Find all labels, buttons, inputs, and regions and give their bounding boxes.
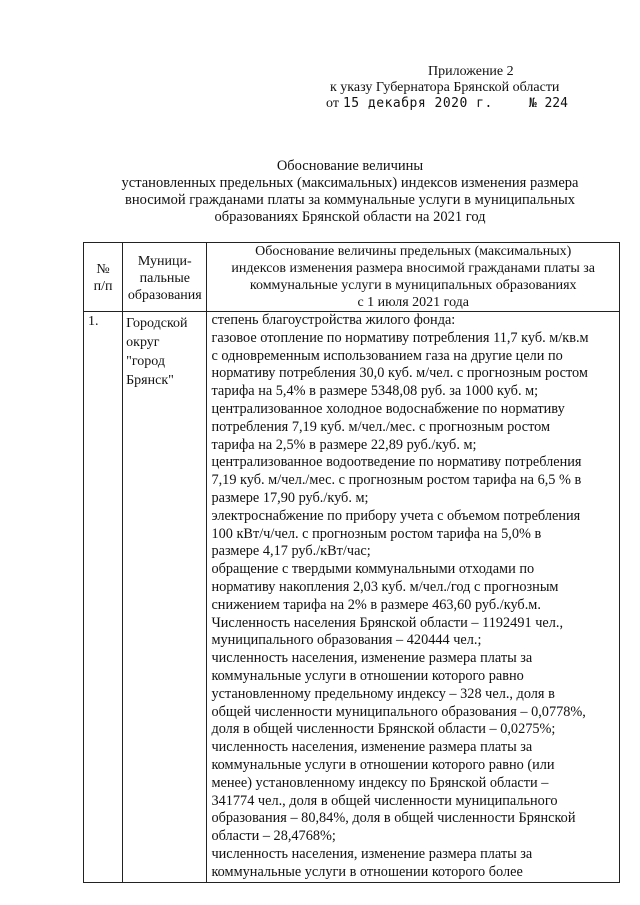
text-line: 341774 чел., доля в общей численности муниципального [211, 792, 558, 809]
text-line: коммунальные услуги в отношении которого более [211, 863, 523, 880]
header-municipality: Муници- пальные образования [123, 243, 207, 312]
table-header-row [84, 243, 620, 312]
text-line: обращение с твердыми коммунальными отходами по [211, 561, 535, 578]
text-line: с одновременным использованием газа на другие цели по [211, 347, 563, 364]
text-line: степень благоустройства жилого фонда: [211, 312, 456, 328]
title-line: вносимой гражданами платы за коммунальные услуги в муниципальных [125, 192, 575, 208]
basis-table [83, 242, 620, 883]
text-line: доля в общей численности Брянской области – 0,0275%; [211, 721, 556, 738]
table-row [84, 312, 620, 883]
text-line: численность населения, изменение размера платы за [211, 845, 533, 862]
header-number: № п/п [84, 243, 123, 312]
text-line: коммунальные услуги в отношении которого равно [211, 667, 524, 684]
appendix-block [300, 64, 600, 112]
text-line: размере 4,17 руб./кВт/час; [211, 543, 371, 560]
text-line: установленному предельному индексу – 328 чел., доля в [211, 685, 555, 702]
appendix-decree: к указу Губернатора Брянской области [330, 80, 560, 95]
text-line: электроснабжение по прибору учета с объемом потребления [211, 507, 581, 524]
text-line: численность населения, изменение размера платы за [211, 739, 533, 756]
text-line: образования – 80,84%, доля в общей численности Брянской [211, 810, 576, 827]
decree-date: 15 декабря 2020 г. [342, 96, 493, 111]
document-title [100, 158, 600, 226]
text-line: нормативу накопления 2,03 куб. м/чел./год с прогнозным [211, 578, 559, 595]
title-line: образованиях Брянской области на 2021 год [214, 209, 486, 225]
text-line: потребления 7,19 куб. м/чел./мес. с прогнозным ростом [211, 418, 551, 435]
text-line: централизованное водоотведение по нормативу потребления [211, 454, 582, 471]
text-line: тарифа на 2,5% в размере 22,89 руб./куб. м; [211, 436, 477, 453]
text-line: централизованное холодное водоснабжение по нормативу [211, 400, 565, 417]
title-line: установленных предельных (максимальных) индексов изменения размера [121, 175, 579, 191]
text-line: муниципального образования – 420444 чел.; [211, 632, 482, 649]
text-line: снижением тарифа на 2% в размере 463,60 руб./куб.м. [211, 596, 541, 613]
text-line: менее) установленному индексу по Брянской области – [211, 774, 549, 791]
text-line: численность населения, изменение размера платы за [211, 650, 533, 667]
title-line: Обоснование величины [276, 158, 424, 174]
decree-number: № 224 [528, 96, 568, 111]
row-number: 1. [84, 312, 123, 883]
text-line: области – 28,4768%; [211, 828, 336, 845]
header-basis: Обоснование величины предельных (максимальных) индексов изменения размера вносимой гражданами платы за коммунальные услуги в муниципальных образованиях с 1 июля 2021 года [207, 243, 620, 312]
text-line: Численность населения Брянской области – 1192491 чел., [211, 614, 564, 631]
text-line: размере 17,90 руб./куб. м; [211, 489, 369, 506]
date-prefix: от [326, 96, 339, 111]
text-line: 100 кВт/ч/чел. с прогнозным ростом тарифа на 5,0% в [211, 525, 542, 542]
appendix-date-line [300, 96, 600, 112]
text-line: коммунальные услуги в отношении которого равно (или [211, 756, 555, 773]
appendix-title: Приложение 2 [428, 64, 514, 79]
text-line: общей численности муниципального образования – 0,0778%, [211, 703, 586, 720]
text-line: нормативу потребления 30,0 куб. м/чел. с прогнозным ростом [211, 365, 588, 382]
text-line: 7,19 куб. м/чел./мес. с прогнозным ростом тарифа на 6,5 % в [211, 472, 582, 489]
row-municipality: Городской округ "город Брянск" [123, 312, 207, 883]
text-line: газовое отопление по нормативу потребления 11,7 куб. м/кв.м [211, 329, 589, 346]
row-basis-text [207, 312, 620, 883]
text-line: тарифа на 5,4% в размере 5348,08 руб. за 1000 куб. м; [211, 383, 539, 400]
